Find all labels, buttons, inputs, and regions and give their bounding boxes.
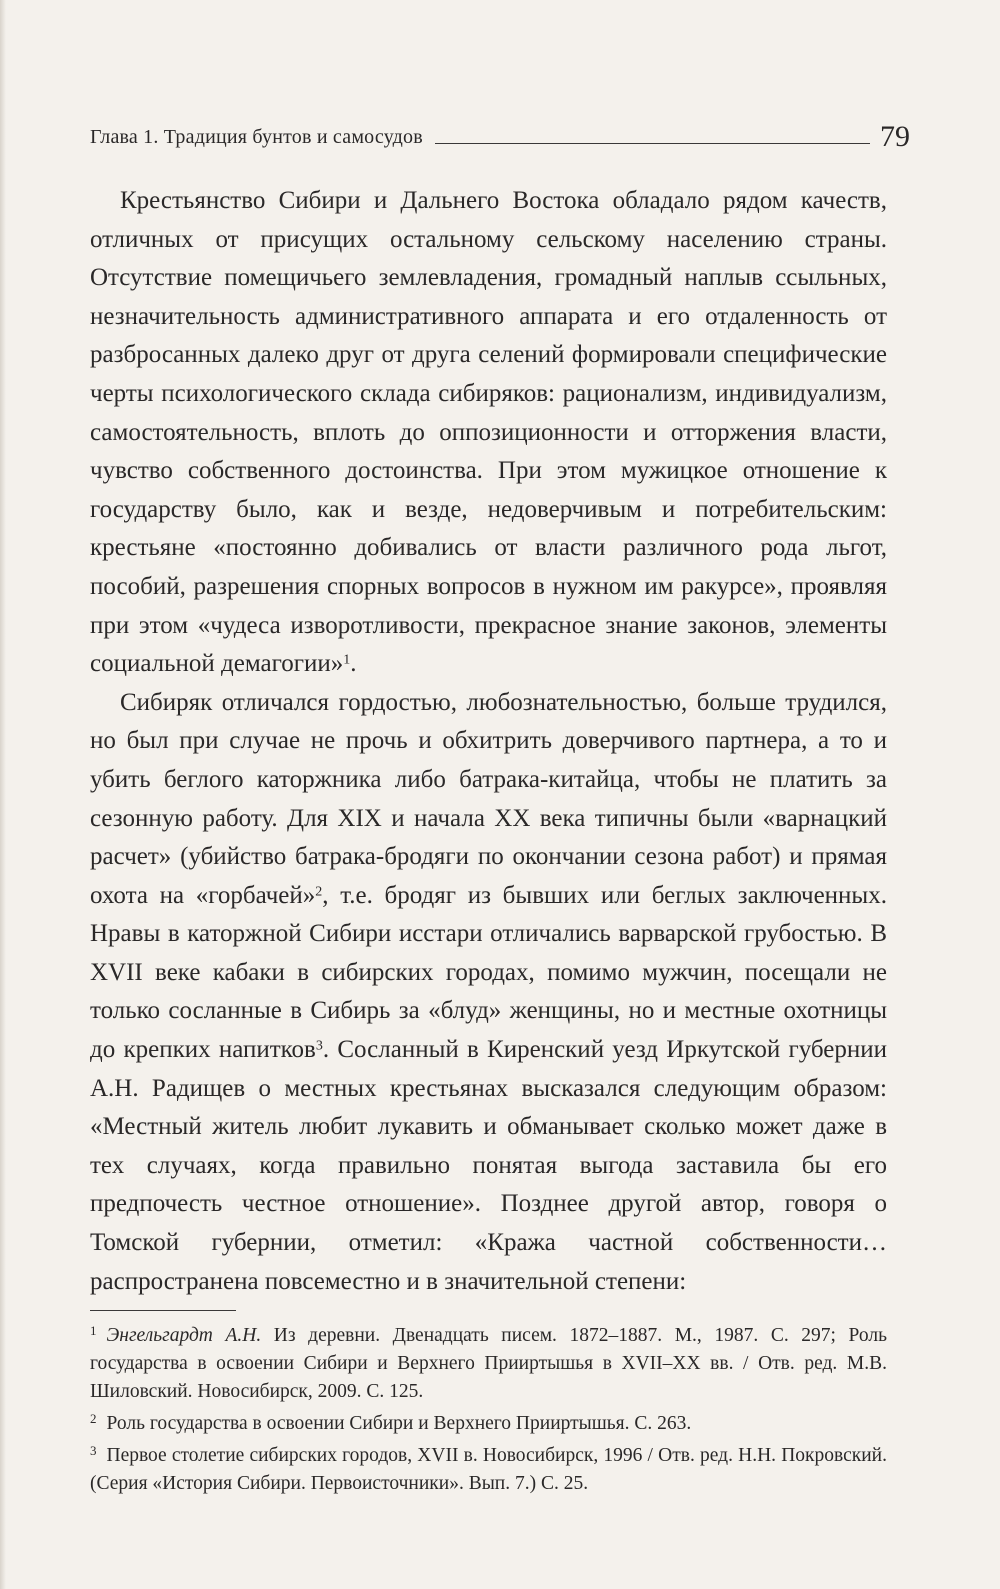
paragraph-2-text-b: , т.е. бродяг из бывших или беглых заключенных. Нравы в каторжной Сибири исстари отличались варварской грубостью. В XVII веке кабаки в сибирских городах, помимо мужчин, посещали не только сосланные в Сибирь за «блуд» женщины, но и местные охотницы до крепких напитков (90, 881, 887, 1064)
footnote-text: Первое столетие сибирских городов, XVII в. Новосибирск, 1996 / Отв. ред. Н.Н. Покровский. (Серия «История Сибири. Первоисточники». Вып. 7.) С. 25. (90, 1445, 887, 1494)
footnote-1 (90, 1322, 887, 1406)
footnote-text: Роль государства в освоении Сибири и Верхнего Прииртышья. С. 263. (106, 1413, 692, 1434)
paragraph-2-text-a: Сибиряк отличался гордостью, любознательностью, больше трудился, но был при случае не прочь и обхитрить доверчивого партнера, а то и убить беглого каторжника либо батрака-китайца, чтобы не платить за сезонную работу. Для XIX и начала XX века типичны были «варнацкий расчет» (убийство батрака-бродяги по окончании сезона работ) и прямая охота на «горбачей» (90, 688, 887, 909)
footnotes (90, 1322, 887, 1502)
footnote-3 (90, 1442, 887, 1498)
footnote-ref-1[interactable]: 1 (343, 652, 351, 668)
footnote-ref-3[interactable]: 3 (315, 1038, 323, 1054)
footnote-2 (90, 1410, 887, 1438)
page-number: 79 (880, 120, 910, 153)
running-header (90, 112, 910, 152)
paragraph-1-text: Крестьянство Сибири и Дальнего Востока обладало рядом качеств, отличных от присущих остальному сельскому населению страны. Отсутствие помещичьего землевладения, громадный наплыв ссыльных, незначительность административного аппарата и его отдаленность от разбросанных далеко друг от друга селений формировали специфические черты психологического склада сибиряков: рационализм, индивидуализм, самостоятельность, вплоть до оппозиционности и отторжения власти, чувство собственного достоинства. При этом мужицкое отношение к государству было, как и везде, недоверчивым и потребительским: крестьяне «постоянно добивались от власти различного рода льгот, пособий, разрешения спорных вопросов в нужном им ракурсе», проявляя при этом «чудеса изворотливости, прекрасное знание законов, элементы социальной демагогии» (90, 187, 887, 678)
footnote-number: 3 (90, 1442, 97, 1458)
footnote-ref-2[interactable]: 2 (315, 884, 323, 899)
footnote-text: Из деревни. Двенадцать писем. 1872–1887. М., 1987. С. 297; Роль государства в освоении Сибири и Верхнего Прииртышья в XVII–XX вв. / Отв. ред. М.В. Шиловский. Новосибирск, 2009. С. 125. (90, 1325, 888, 1402)
paragraph-2-text-c: . Сосланный в Киренский уезд Иркутской губернии А.Н. Радищев о местных крестьянах высказался следующим образом: «Местный житель любит лукавить и обманывает сколько может даже в тех случаях, когда правильно понятая выгода заставила бы его предпочесть честное отношение». Позднее другой автор, говоря о Томской губернии, отметил: «Кража частной собственности… распространена повсеместно и в значительной степени: (90, 1036, 887, 1295)
footnote-number: 1 (90, 1322, 97, 1338)
footnote-author: Энгельгардт А.Н. (106, 1325, 262, 1346)
footnote-number: 2 (90, 1410, 97, 1426)
paragraph-2 (90, 684, 887, 1302)
chapter-title: Глава 1. Традиция бунтов и самосудов (90, 126, 423, 148)
main-text (90, 182, 887, 1301)
footnote-separator (90, 1310, 236, 1311)
page-edge-shadow (0, 0, 6, 1589)
paragraph-1: Крестьянство Сибири и Дальнего Востока обладало рядом качеств, отличных от присущих остальному сельскому населению страны. Отсутствие помещичьего землевладения, громадный наплыв ссыльных, незначительность административного аппарата и его отдаленность от разбросанных далеко друг от друга селений формировали специфические черты психологического склада сибиряков: рационализм, индивидуализм, самостоятельность, вплоть до оппозиционности и отторжения власти, чувство собственного достоинства. При этом мужицкое отношение к государству было, как и везде, недоверчивым и потребительским: крестьяне «постоянно добивались от власти различного рода льгот, пособий, разрешения спорных вопросов в нужном им ракурсе», проявляя при этом «чудеса изворотливости, прекрасное знание законов, элементы социальной демагогии»$^1$. (90, 187, 887, 678)
header-rule (435, 143, 870, 144)
